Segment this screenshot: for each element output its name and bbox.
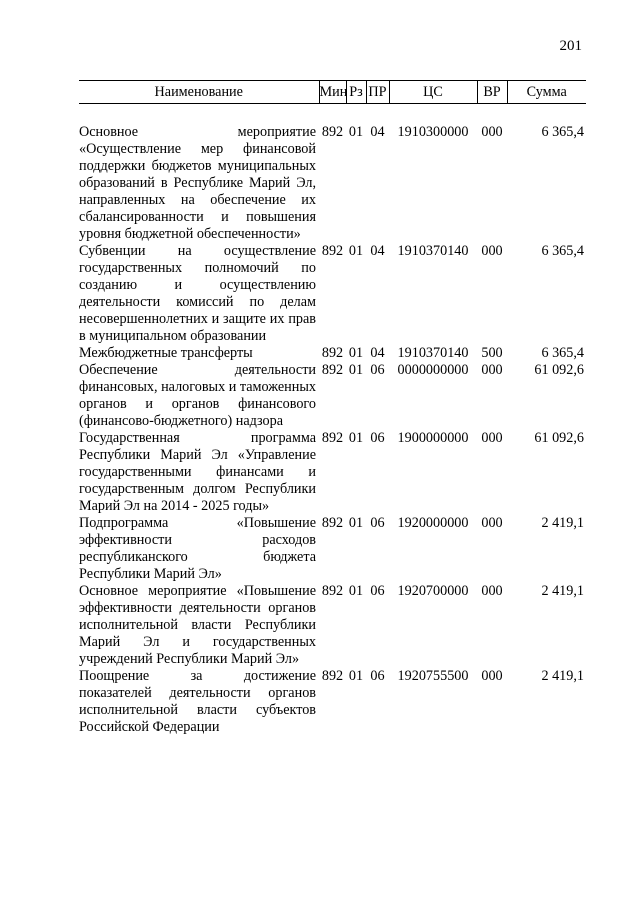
cell-sum: 61 092,6	[534, 362, 584, 378]
cell-vr: 000	[481, 243, 503, 259]
cell-rz: 01	[348, 515, 364, 531]
cell-name: Основное мероприятие «Повышение эффективности деятельности органов исполнительной власти Республики Марий Эл и государственных учреждений Республики Марий Эл»	[79, 583, 316, 667]
cell-min: 892	[321, 362, 344, 378]
table-row	[79, 345, 586, 362]
cell-cs: 1920700000	[397, 583, 469, 599]
cell-rz: 01	[348, 243, 364, 259]
table-row	[79, 430, 586, 515]
cell-vr: 000	[481, 515, 503, 531]
cell-vr: 000	[481, 362, 503, 378]
cell-name: Подпрограмма «Повышение эффективности расходов республиканского бюджета Республики Марий Эл»	[79, 515, 316, 582]
cell-min: 892	[321, 668, 344, 684]
header-cs: ЦС	[389, 81, 477, 104]
cell-pr: 04	[370, 124, 385, 140]
cell-vr: 000	[481, 583, 503, 599]
table-row	[79, 124, 586, 243]
cell-cs: 1920755500	[397, 668, 469, 684]
cell-sum: 2 419,1	[541, 515, 584, 531]
cell-cs: 0000000000	[397, 362, 469, 378]
header-sum: Сумма	[507, 81, 586, 104]
cell-sum: 6 365,4	[541, 243, 584, 259]
table-header	[79, 81, 586, 104]
cell-min: 892	[321, 515, 344, 531]
table-body	[79, 104, 586, 737]
cell-pr: 06	[370, 583, 385, 599]
cell-cs: 1920000000	[397, 515, 469, 531]
cell-cs: 1900000000	[397, 430, 469, 446]
cell-rz: 01	[348, 124, 364, 140]
cell-min: 892	[321, 124, 344, 140]
cell-name: Обеспечение деятельности финансовых, налоговых и таможенных органов и органов финансового (финансово-бюджетного) надзора	[79, 362, 316, 429]
header-name: Наименование	[79, 81, 319, 104]
page-number: 201	[559, 38, 582, 54]
cell-name: Основное мероприятие «Осуществление мер финансовой поддержки бюджетов муниципальных образований в Республике Марий Эл, направленных на обеспечение их сбалансированности и повышения уровня бюджетной обеспеченности»	[79, 124, 316, 242]
cell-vr: 000	[481, 668, 503, 684]
header-min: Мин	[319, 81, 346, 104]
cell-vr: 000	[481, 124, 503, 140]
cell-rz: 01	[348, 345, 364, 361]
header-pr: ПР	[366, 81, 389, 104]
cell-sum: 6 365,4	[541, 124, 584, 140]
table-row	[79, 362, 586, 430]
cell-rz: 01	[348, 583, 364, 599]
cell-pr: 06	[370, 362, 385, 378]
cell-name: Государственная программа Республики Марий Эл «Управление государственными финансами и государственным долгом Республики Марий Эл на 2014 - 2025 годы»	[79, 430, 316, 514]
cell-min: 892	[321, 430, 344, 446]
cell-name: Межбюджетные трансферты	[79, 345, 253, 361]
cell-min: 892	[321, 583, 344, 599]
cell-name: Поощрение за достижение показателей деятельности органов исполнительной власти субъектов Российской Федерации	[79, 668, 316, 735]
cell-cs: 1910370140	[397, 345, 469, 361]
cell-name: Субвенции на осуществление государственных полномочий по созданию и осуществлению деятельности комиссий по делам несовершеннолетних и защите их прав в муниципальном образовании	[79, 243, 316, 344]
cell-rz: 01	[348, 362, 364, 378]
cell-min: 892	[321, 345, 344, 361]
cell-sum: 61 092,6	[534, 430, 584, 446]
header-vr: ВР	[477, 81, 507, 104]
cell-sum: 6 365,4	[541, 345, 584, 361]
cell-cs: 1910300000	[397, 124, 469, 140]
table-row	[79, 583, 586, 668]
cell-pr: 04	[370, 345, 385, 361]
table-row	[79, 668, 586, 736]
cell-min: 892	[321, 243, 344, 259]
cell-rz: 01	[348, 668, 364, 684]
table-row	[79, 243, 586, 345]
cell-cs: 1910370140	[397, 243, 469, 259]
table-row	[79, 515, 586, 583]
cell-vr: 500	[481, 345, 503, 361]
cell-rz: 01	[348, 430, 364, 446]
header-spacer	[79, 104, 586, 125]
cell-pr: 06	[370, 430, 385, 446]
budget-table	[79, 80, 586, 736]
cell-vr: 000	[481, 430, 503, 446]
header-rz: Рз	[346, 81, 366, 104]
cell-sum: 2 419,1	[541, 668, 584, 684]
cell-pr: 04	[370, 243, 385, 259]
cell-sum: 2 419,1	[541, 583, 584, 599]
cell-pr: 06	[370, 668, 385, 684]
cell-pr: 06	[370, 515, 385, 531]
